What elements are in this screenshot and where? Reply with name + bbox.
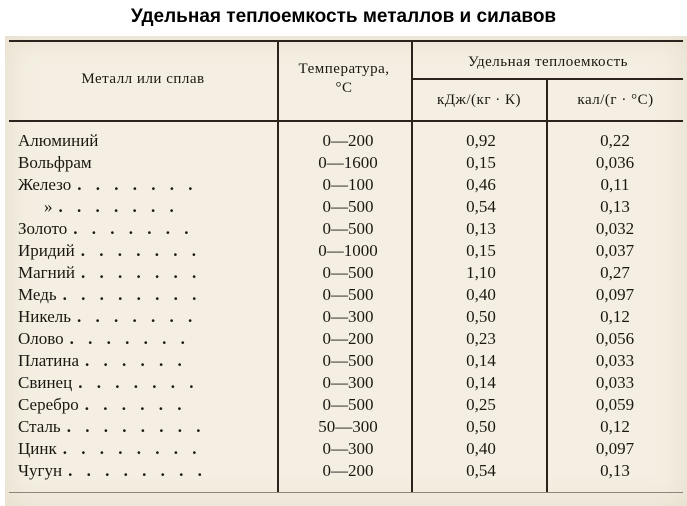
heat-cal-value: 0,033 [595, 351, 635, 370]
temperature-range: 0—200 [322, 131, 374, 150]
heat-kj-value: 0,46 [466, 175, 496, 194]
heat-kj-value: 0,92 [466, 131, 496, 150]
temperature-range: 0—200 [322, 461, 374, 480]
heat-cal-value: 0,056 [595, 329, 635, 348]
metal-name: Железо . . . . . . . [18, 175, 198, 194]
heat-cal-value: 0,13 [600, 197, 630, 216]
metal-name: Вольфрам [18, 153, 92, 172]
heat-kj-value: 0,15 [466, 153, 496, 172]
metal-name: Чугун . . . . . . . . [18, 461, 207, 480]
heat-cal-value: 0,059 [595, 395, 635, 414]
heat-cal-value: 0,097 [595, 285, 635, 304]
heat-kj-value: 0,14 [466, 373, 496, 392]
metal-name: » . . . . . . . [44, 197, 179, 216]
heat-cal-value: 0,12 [600, 417, 630, 436]
heat-cal-value: 0,11 [600, 175, 630, 194]
metal-name: Никель . . . . . . . [18, 307, 198, 326]
heat-kj-value: 0,54 [466, 461, 496, 480]
table-top-rule [9, 40, 683, 42]
temperature-range: 0—300 [322, 373, 374, 392]
metal-name: Магний . . . . . . . [18, 263, 202, 282]
temperature-range: 0—500 [322, 219, 374, 238]
heat-cal-value: 0,036 [595, 153, 635, 172]
header-bottom-rule [9, 120, 683, 122]
temperature-range: 0—300 [322, 439, 374, 458]
column-divider-1 [277, 40, 279, 492]
metal-name: Платина . . . . . . [18, 351, 187, 370]
heat-kj-value: 0,15 [466, 241, 496, 260]
table-bottom-rule [9, 492, 683, 493]
heat-cal-value: 0,27 [600, 263, 630, 282]
heat-cal-value: 0,12 [600, 307, 630, 326]
header-unit-kj: кДж/(кг · К) [437, 92, 521, 108]
heat-kj-value: 1,10 [466, 263, 496, 282]
temperature-range: 0—500 [322, 395, 374, 414]
temperature-range: 50—300 [318, 417, 378, 436]
heat-kj-value: 0,14 [466, 351, 496, 370]
metal-name: Медь . . . . . . . . [18, 285, 202, 304]
heat-capacity-table [5, 36, 687, 506]
temperature-range: 0—500 [322, 263, 374, 282]
heat-kj-value: 0,40 [466, 285, 496, 304]
metal-name: Цинк . . . . . . . . [18, 439, 202, 458]
metal-name: Золото . . . . . . . [18, 219, 194, 238]
heat-kj-value: 0,13 [466, 219, 496, 238]
heat-cal-value: 0,097 [595, 439, 635, 458]
heat-cal-value: 0,032 [595, 219, 635, 238]
metal-name: Свинец . . . . . . . [18, 373, 199, 392]
metal-name: Алюминий [18, 131, 99, 150]
temperature-range: 0—1000 [318, 241, 378, 260]
temperature-range: 0—300 [322, 307, 374, 326]
heat-kj-value: 0,40 [466, 439, 496, 458]
metal-name: Олово . . . . . . . [18, 329, 190, 348]
heat-kj-value: 0,54 [466, 197, 496, 216]
heat-cal-value: 0,22 [600, 131, 630, 150]
heat-cal-value: 0,037 [595, 241, 635, 260]
header-unit-cal: кал/(г · °С) [577, 92, 654, 108]
temperature-range: 0—200 [322, 329, 374, 348]
metal-name: Сталь . . . . . . . . [18, 417, 206, 436]
header-metal: Металл или сплав [81, 71, 205, 87]
heat-kj-value: 0,50 [466, 307, 496, 326]
temperature-range: 0—1600 [318, 153, 378, 172]
temperature-range: 0—500 [322, 351, 374, 370]
header-temperature: Температура, °С [298, 61, 390, 96]
heat-kj-value: 0,23 [466, 329, 496, 348]
temperature-range: 0—100 [322, 175, 374, 194]
metal-name: Иридий . . . . . . . [18, 241, 201, 260]
metal-name: Серебро . . . . . . [18, 395, 187, 414]
temperature-range: 0—500 [322, 285, 374, 304]
header-specific-heat: Удельная теплоемкость [468, 54, 628, 70]
temperature-range: 0—500 [322, 197, 374, 216]
page-title: Удельная теплоемкость металлов и силавов [130, 6, 557, 27]
heat-cal-value: 0,033 [595, 373, 635, 392]
heat-kj-value: 0,50 [466, 417, 496, 436]
heat-cal-value: 0,13 [600, 461, 630, 480]
heat-kj-value: 0,25 [466, 395, 496, 414]
